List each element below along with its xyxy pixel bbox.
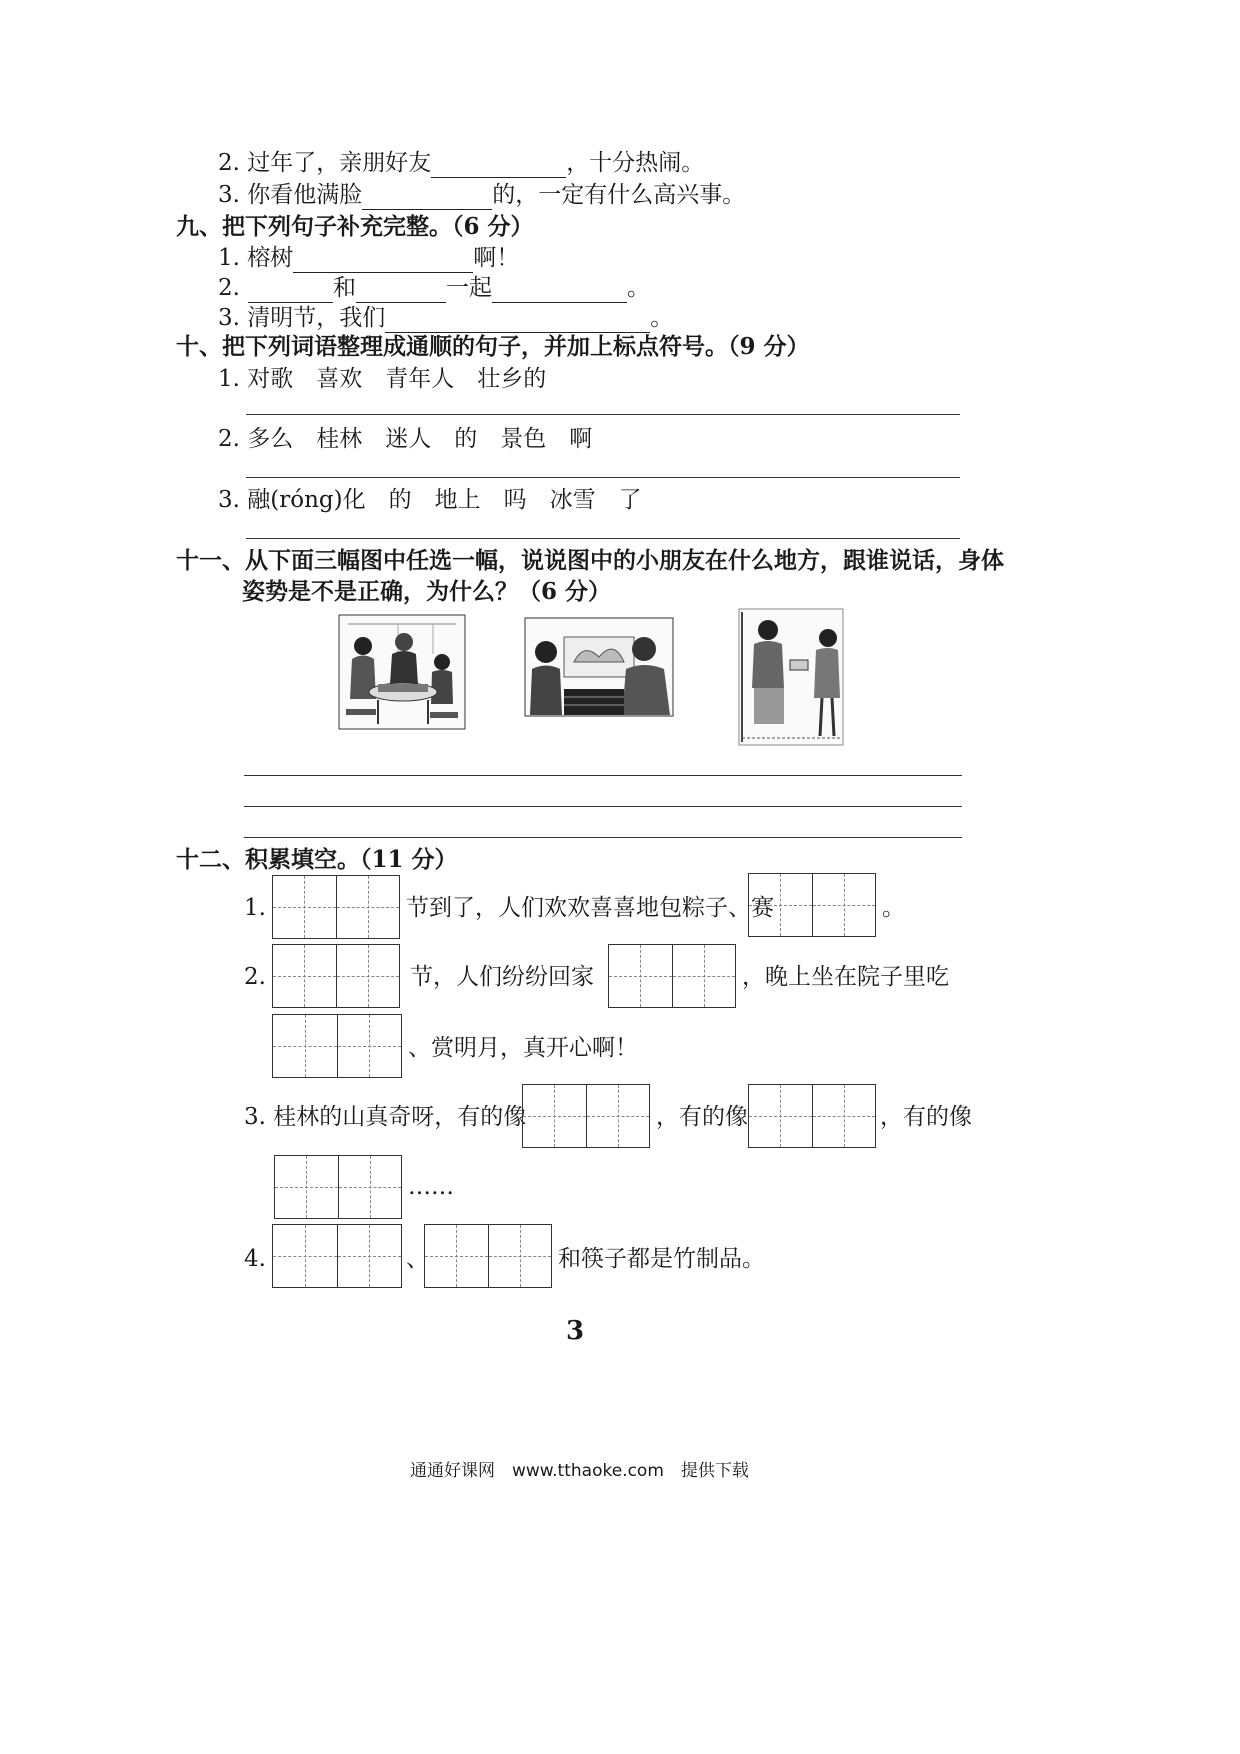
answer-blank[interactable] xyxy=(248,278,333,303)
answer-blank[interactable] xyxy=(492,278,627,303)
page-number: 3 xyxy=(566,1316,585,1346)
answer-line[interactable] xyxy=(244,837,962,838)
girl-and-woman-illustration xyxy=(738,608,844,746)
answer-blank[interactable] xyxy=(431,153,566,178)
character-grid[interactable] xyxy=(522,1084,650,1148)
answer-line[interactable] xyxy=(244,806,962,807)
character-grid[interactable] xyxy=(748,873,876,937)
q12-item2-number: 2. xyxy=(244,964,266,990)
q12-item4-end: 和筷子都是竹制品。 xyxy=(558,1246,765,1272)
character-grid[interactable] xyxy=(272,1224,402,1288)
q8-item2: 2. 过年了，亲朋好友 ，十分热闹。 xyxy=(218,150,705,176)
q12-item4-number: 4. xyxy=(244,1246,266,1272)
q12-item2-end: 、赏明月，真开心啊！ xyxy=(408,1035,638,1061)
character-grid[interactable] xyxy=(272,875,400,939)
family-table-illustration xyxy=(338,614,466,730)
q12-item4-sep: 、 xyxy=(406,1246,429,1272)
q9-item2: 2. 和 一起 。 xyxy=(218,275,650,301)
answer-blank[interactable] xyxy=(385,308,650,333)
q11-title-line1: 十一、从下面三幅图中任选一幅，说说图中的小朋友在什么地方，跟谁说话，身体 xyxy=(176,547,1004,574)
q9-title: 九、把下列句子补充完整。（6 分） xyxy=(176,213,534,240)
answer-line[interactable] xyxy=(246,538,960,539)
q12-item1-end: 。 xyxy=(882,895,905,921)
q10-title: 十、把下列词语整理成通顺的句子，并加上标点符号。（9 分） xyxy=(176,333,810,360)
q10-item1: 1. 对歌 喜欢 青年人 壮乡的 xyxy=(218,366,547,392)
character-grid[interactable] xyxy=(274,1155,402,1219)
q12-item2-text2: ，晚上坐在院子里吃 xyxy=(742,964,949,990)
answer-line[interactable] xyxy=(244,775,962,776)
children-window-illustration xyxy=(524,617,674,717)
character-grid[interactable] xyxy=(424,1224,552,1288)
answer-blank[interactable] xyxy=(356,278,446,303)
q12-title: 十二、积累填空。（11 分） xyxy=(176,846,458,873)
q12-item1-text: 节到了，人们欢欢喜喜地包粽子、赛 xyxy=(406,895,774,921)
character-grid[interactable] xyxy=(748,1084,876,1148)
q9-item1: 1. 榕树 啊！ xyxy=(218,245,520,271)
q8-item3: 3. 你看他满脸 的，一定有什么高兴事。 xyxy=(218,182,746,208)
answer-line[interactable] xyxy=(246,414,960,415)
footer-credit: 通通好课网 www.tthaoke.com 提供下载 xyxy=(410,1461,749,1481)
q11-title-line2: 姿势是不是正确，为什么？（6 分） xyxy=(242,578,612,605)
q12-item2-text: 节，人们纷纷回家 xyxy=(410,964,594,990)
answer-blank[interactable] xyxy=(362,185,492,210)
q12-item3-mid2: ，有的像 xyxy=(880,1104,972,1130)
answer-line[interactable] xyxy=(246,477,960,478)
character-grid[interactable] xyxy=(608,944,736,1008)
q12-item1-number: 1. xyxy=(244,895,266,921)
answer-blank[interactable] xyxy=(293,248,473,273)
character-grid[interactable] xyxy=(272,1014,402,1078)
q12-item3-mid1: ，有的像 xyxy=(656,1104,748,1130)
q10-item2: 2. 多么 桂林 迷人 的 景色 啊 xyxy=(218,426,593,452)
q9-item3: 3. 清明节，我们 。 xyxy=(218,305,674,331)
q12-item3-end: …… xyxy=(408,1174,454,1200)
q12-item3-text: 3. 桂林的山真奇呀，有的像 xyxy=(244,1104,527,1130)
character-grid[interactable] xyxy=(272,944,400,1008)
q10-item3: 3. 融(róng)化 的 地上 吗 冰雪 了 xyxy=(218,487,642,513)
